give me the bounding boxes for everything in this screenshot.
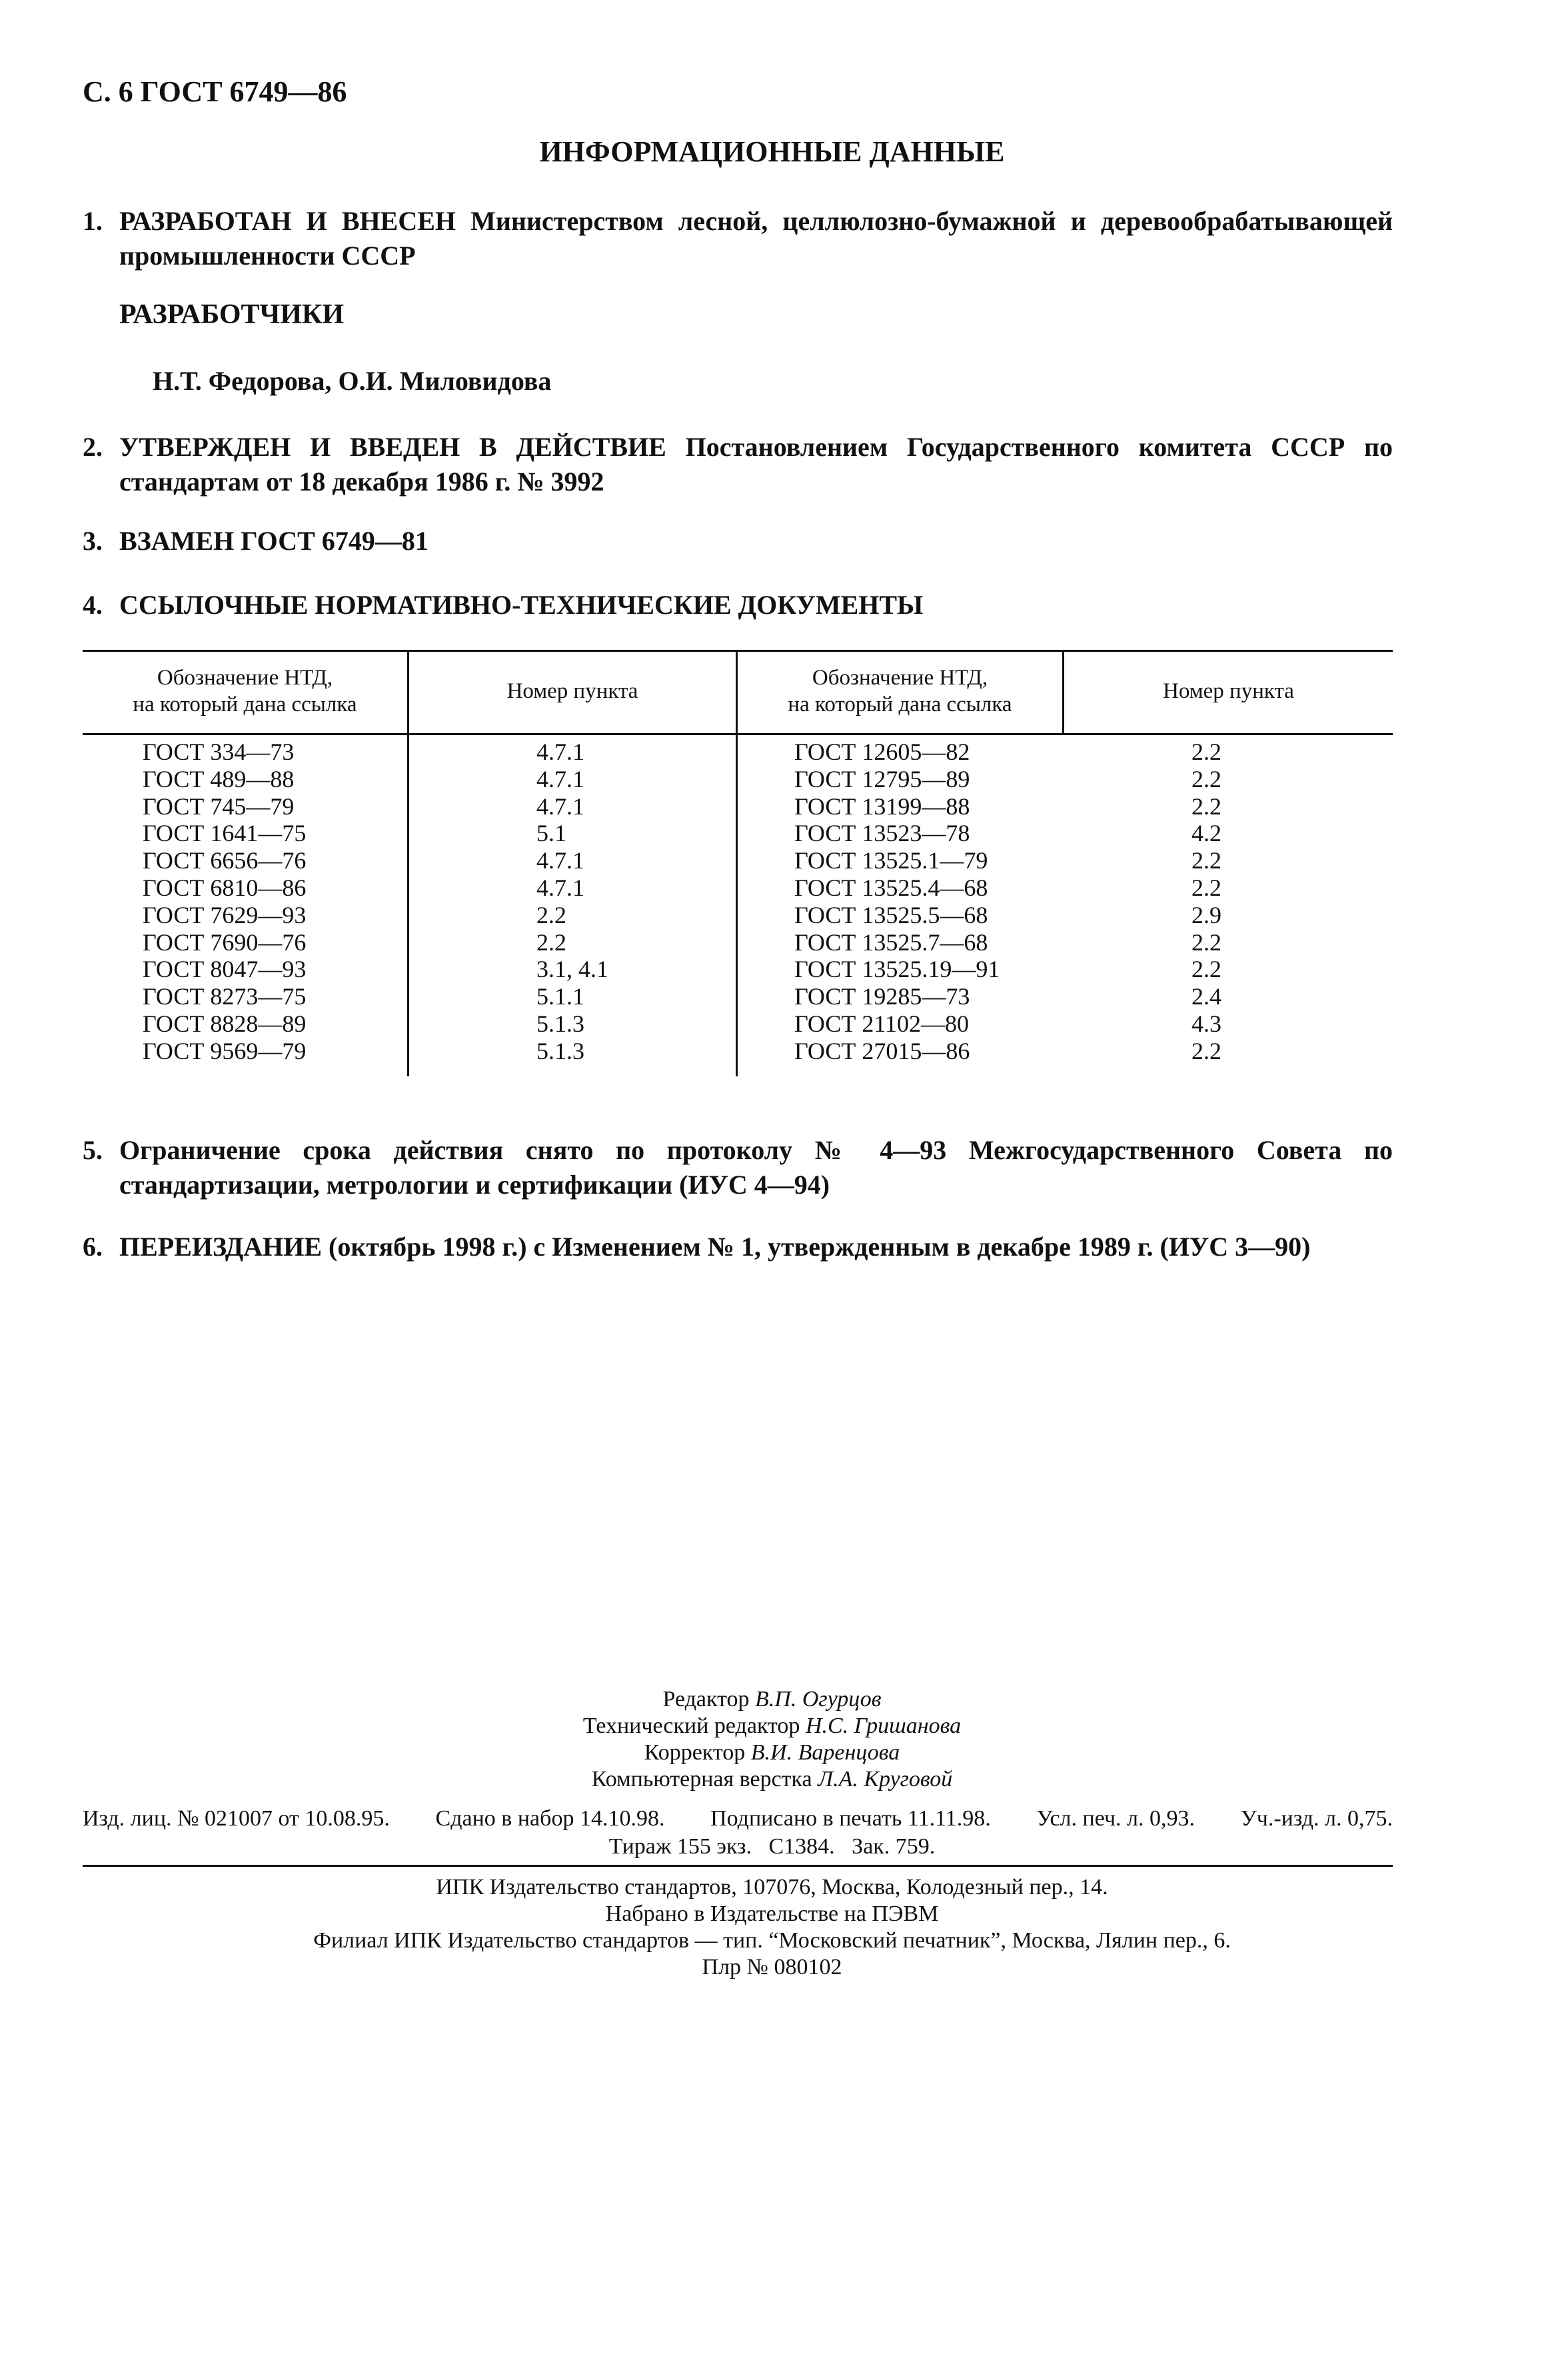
table-cell-doc: ГОСТ 19285—73 (794, 983, 970, 1010)
publisher-line: Плр № 080102 (702, 1955, 842, 1979)
table-cell-item: 2.9 (1191, 901, 1221, 928)
table-cell-doc: ГОСТ 27015—86 (794, 1037, 970, 1064)
page-title: ИНФОРМАЦИОННЫЕ ДАННЫЕ (539, 135, 1005, 168)
section-3 (83, 524, 1393, 559)
table-cell-item: 4.7.1 (536, 847, 584, 874)
table-cell-item: 2.4 (1191, 983, 1221, 1010)
section-number: 3. (83, 526, 103, 556)
table-cell-doc: ГОСТ 13525.7—68 (794, 928, 988, 956)
section-lead: УТВЕРЖДЕН И ВВЕДЕН В ДЕЙСТВИЕ (119, 432, 666, 462)
right-doc-column (794, 738, 1000, 1065)
section-lead: ВЗАМЕН ГОСТ 6749—81 (119, 526, 428, 556)
table-cell-doc: ГОСТ 8828—89 (143, 1010, 307, 1037)
table-cell-doc: ГОСТ 6656—76 (143, 847, 307, 874)
section-text: Министерством лесной, целлюлозно-бумажной и деревообрабатывающей промышленности СССР (119, 206, 1393, 271)
section-text: (октябрь 1998 г.) с Изменением № 1, утвержденным в декабре 1989 г. (ИУС 3—90) (329, 1232, 1311, 1262)
footer-rule (83, 1865, 1393, 1867)
table-cell-item: 2.2 (1191, 792, 1221, 820)
table-cell-doc: ГОСТ 8273—75 (143, 983, 307, 1010)
section-number: 5. (83, 1135, 103, 1165)
table-cell-item: 5.1.3 (536, 1010, 584, 1037)
table-cell-doc: ГОСТ 12605—82 (794, 738, 970, 765)
table-cell-doc: ГОСТ 9569—79 (143, 1037, 307, 1064)
table-rule-header (83, 733, 1393, 735)
section-4 (83, 588, 1393, 622)
credit-editor: Редактор В.П. Огурцов (662, 1687, 882, 1712)
table-cell-doc: ГОСТ 13199—88 (794, 792, 970, 820)
table-cell-item: 4.7.1 (536, 738, 584, 765)
table-cell-doc: ГОСТ 8047—93 (143, 956, 307, 983)
table-cell-doc: ГОСТ 6810—86 (143, 874, 307, 901)
table-cell-item: 4.7.1 (536, 874, 584, 901)
left-doc-column (143, 738, 306, 1065)
table-cell-doc: ГОСТ 21102—80 (794, 1010, 970, 1037)
publisher-line: Набрано в Издательстве на ПЭВМ (605, 1901, 939, 1926)
table-cell-item: 2.2 (1191, 1037, 1221, 1064)
table-cell-doc: ГОСТ 489—88 (143, 765, 295, 792)
credit-tech-editor: Технический редактор Н.С. Гришанова (582, 1714, 962, 1738)
section-number: 2. (83, 432, 103, 462)
table-cell-doc: ГОСТ 13523—78 (794, 820, 970, 847)
section-lead: РАЗРАБОТАН И ВНЕСЕН (119, 206, 456, 236)
table-cell-doc: ГОСТ 13525.4—68 (794, 874, 988, 901)
table-cell-item: 2.2 (1191, 765, 1221, 792)
section-number: 1. (83, 206, 103, 236)
section-lead: ПЕРЕИЗДАНИЕ (119, 1232, 323, 1262)
table-cell-doc: ГОСТ 13525.1—79 (794, 847, 988, 874)
header-ntd-right: Обозначение НТД, на который дана ссылка (788, 666, 1012, 716)
table-divider (407, 650, 409, 1076)
section-6 (83, 1230, 1393, 1264)
table-cell-doc: ГОСТ 7629—93 (143, 901, 307, 928)
table-cell-item: 3.1, 4.1 (536, 956, 608, 983)
developers-heading: РАЗРАБОТЧИКИ (119, 299, 345, 330)
table-cell-item: 4.3 (1191, 1010, 1221, 1037)
table-cell-doc: ГОСТ 334—73 (143, 738, 295, 765)
page-header: С. 6 ГОСТ 6749—86 (83, 75, 347, 108)
table-cell-doc: ГОСТ 745—79 (143, 792, 295, 820)
table-cell-item: 2.2 (1191, 738, 1221, 765)
reference-table (83, 650, 1393, 1076)
table-cell-doc: ГОСТ 7690—76 (143, 928, 307, 956)
section-text: Постановлением Государственного комитета СССР по стандартам от 18 декабря 1986 г. № 3992 (119, 432, 1393, 497)
right-item-column (1191, 738, 1221, 1065)
table-cell-item: 2.2 (1191, 847, 1221, 874)
section-5 (83, 1133, 1393, 1202)
table-cell-doc: ГОСТ 1641—75 (143, 820, 307, 847)
publisher-line: ИПК Издательство стандартов, 107076, Москва, Колодезный пер., 14. (436, 1875, 1108, 1899)
table-cell-item: 5.1 (536, 820, 566, 847)
section-lead: ССЫЛОЧНЫЕ НОРМАТИВНО-ТЕХНИЧЕСКИЕ ДОКУМЕНТЫ (119, 590, 924, 620)
table-cell-item: 2.2 (1191, 956, 1221, 983)
credit-layout: Компьютерная верстка Л.А. Круговой (591, 1767, 953, 1791)
left-item-column (536, 738, 608, 1065)
section-text: Ограничение срока действия снято по протоколу № 4—93 Межгосударственного Совета по стандартизации, метрологии и сертификации (ИУС 4—94) (119, 1135, 1393, 1200)
table-cell-item: 4.2 (1191, 820, 1221, 847)
table-cell-doc: ГОСТ 13525.19—91 (794, 956, 1000, 983)
imprint-line-1: Изд. лиц. № 021007 от 10.08.95. Сдано в набор 14.10.98. Подписано в печать 11.11.98. Усл. печ. л. 0,93. Уч.-изд. л. 0,75. (83, 1806, 1393, 1831)
table-cell-item: 2.2 (536, 901, 566, 928)
table-cell-item: 2.2 (536, 928, 566, 956)
section-1 (83, 204, 1393, 273)
credit-corrector: Корректор В.И. Варенцова (644, 1740, 900, 1765)
table-cell-item: 2.2 (1191, 874, 1221, 901)
section-number: 6. (83, 1232, 103, 1262)
table-cell-doc: ГОСТ 13525.5—68 (794, 901, 988, 928)
developers-names: Н.Т. Федорова, О.И. Миловидова (153, 366, 552, 396)
imprint-line-2: Тираж 155 экз. С1384. Зак. 759. (608, 1834, 936, 1859)
header-item-right: Номер пункта (1163, 679, 1294, 703)
table-cell-item: 2.2 (1191, 928, 1221, 956)
publisher-line: Филиал ИПК Издательство стандартов — тип. “Московский печатник”, Москва, Лялин пер., 6. (313, 1928, 1231, 1953)
header-item-left: Номер пункта (506, 679, 638, 703)
table-cell-item: 4.7.1 (536, 765, 584, 792)
section-number: 4. (83, 590, 103, 620)
table-cell-item: 5.1.3 (536, 1037, 584, 1064)
table-cell-doc: ГОСТ 12795—89 (794, 765, 970, 792)
table-cell-item: 4.7.1 (536, 792, 584, 820)
section-2 (83, 430, 1393, 499)
table-rule-top (83, 650, 1393, 652)
table-cell-item: 5.1.1 (536, 983, 584, 1010)
header-ntd-left: Обозначение НТД, на который дана ссылка (133, 666, 357, 716)
